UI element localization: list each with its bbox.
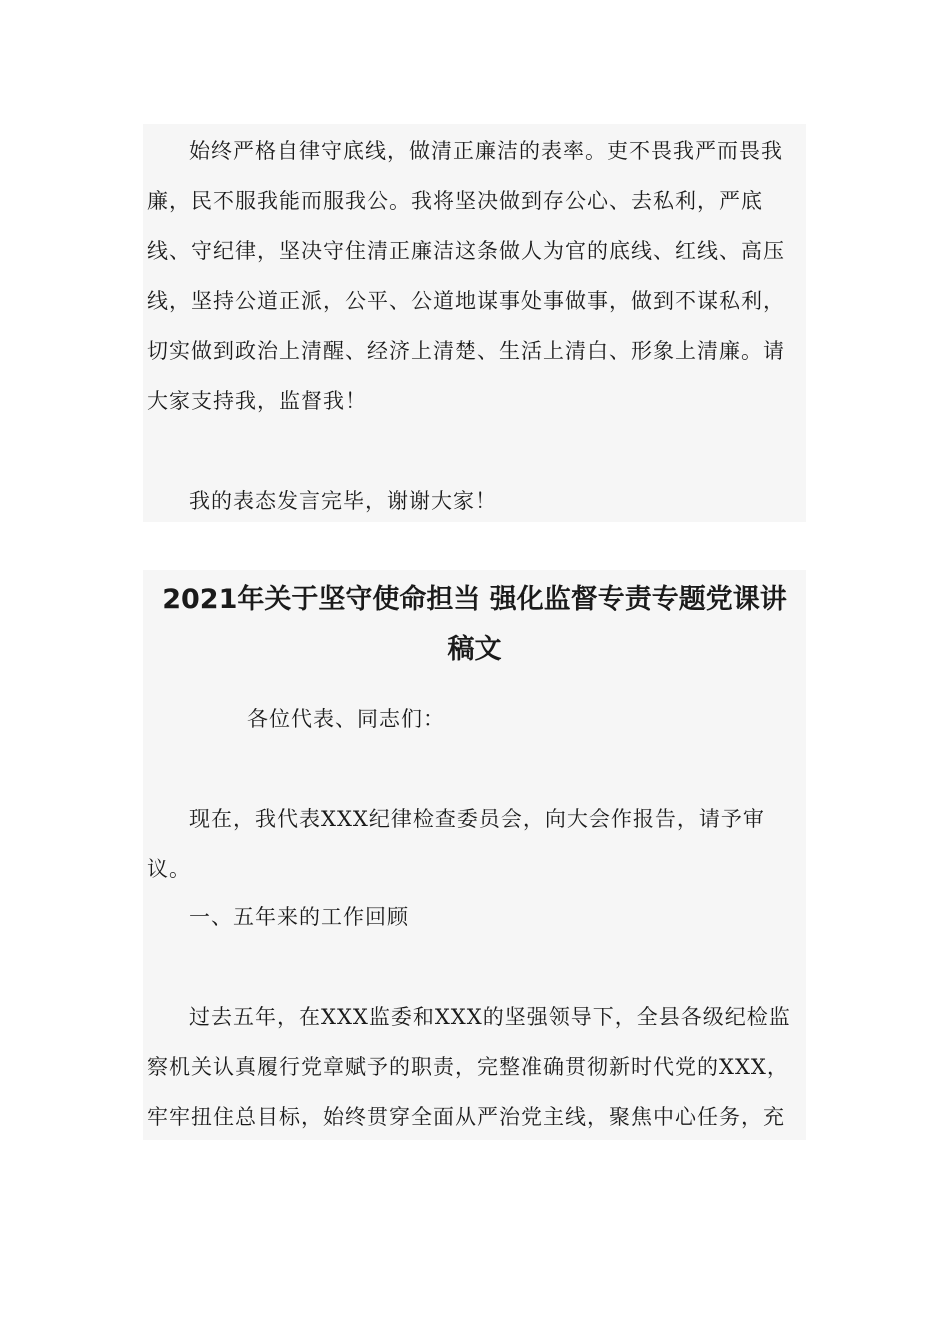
paragraph-report-intro: 现在，我代表XXX纪律检查委员会，向大会作报告，请予审议。 — [147, 807, 765, 881]
document-title-line2: 稿文 — [447, 634, 502, 665]
salutation: 各位代表、同志们： — [247, 707, 445, 731]
paragraph-closing: 我的表态发言完毕，谢谢大家！ — [189, 489, 497, 513]
section-heading-review: 一、五年来的工作回顾 — [189, 905, 409, 929]
paragraph-integrity: 始终严格自律守底线，做清正廉洁的表率。吏不畏我严而畏我廉，民不服我能而服我公。我将坚决做到存公心、去私利，严底线、守纪律，坚决守住清正廉洁这条做人为官的底线、红线、高压线，坚持公道正派，公平、公道地谋事处事做事，做到不谋私利，切实做到政治上清醒、经济上清楚、生活上清白、形象上清廉。请大家支持我，监督我！ — [147, 139, 785, 413]
document-title-line1: 2021年关于坚守使命担当 强化监督专责专题党课讲 — [162, 584, 787, 615]
paragraph-five-years: 过去五年，在XXX监委和XXX的坚强领导下，全县各级纪检监察机关认真履行党章赋予的职责，完整准确贯彻新时代党的XXX，牢牢扭住总目标，始终贯穿全面从严治党主线，聚焦中心任务，充 — [147, 1005, 791, 1129]
